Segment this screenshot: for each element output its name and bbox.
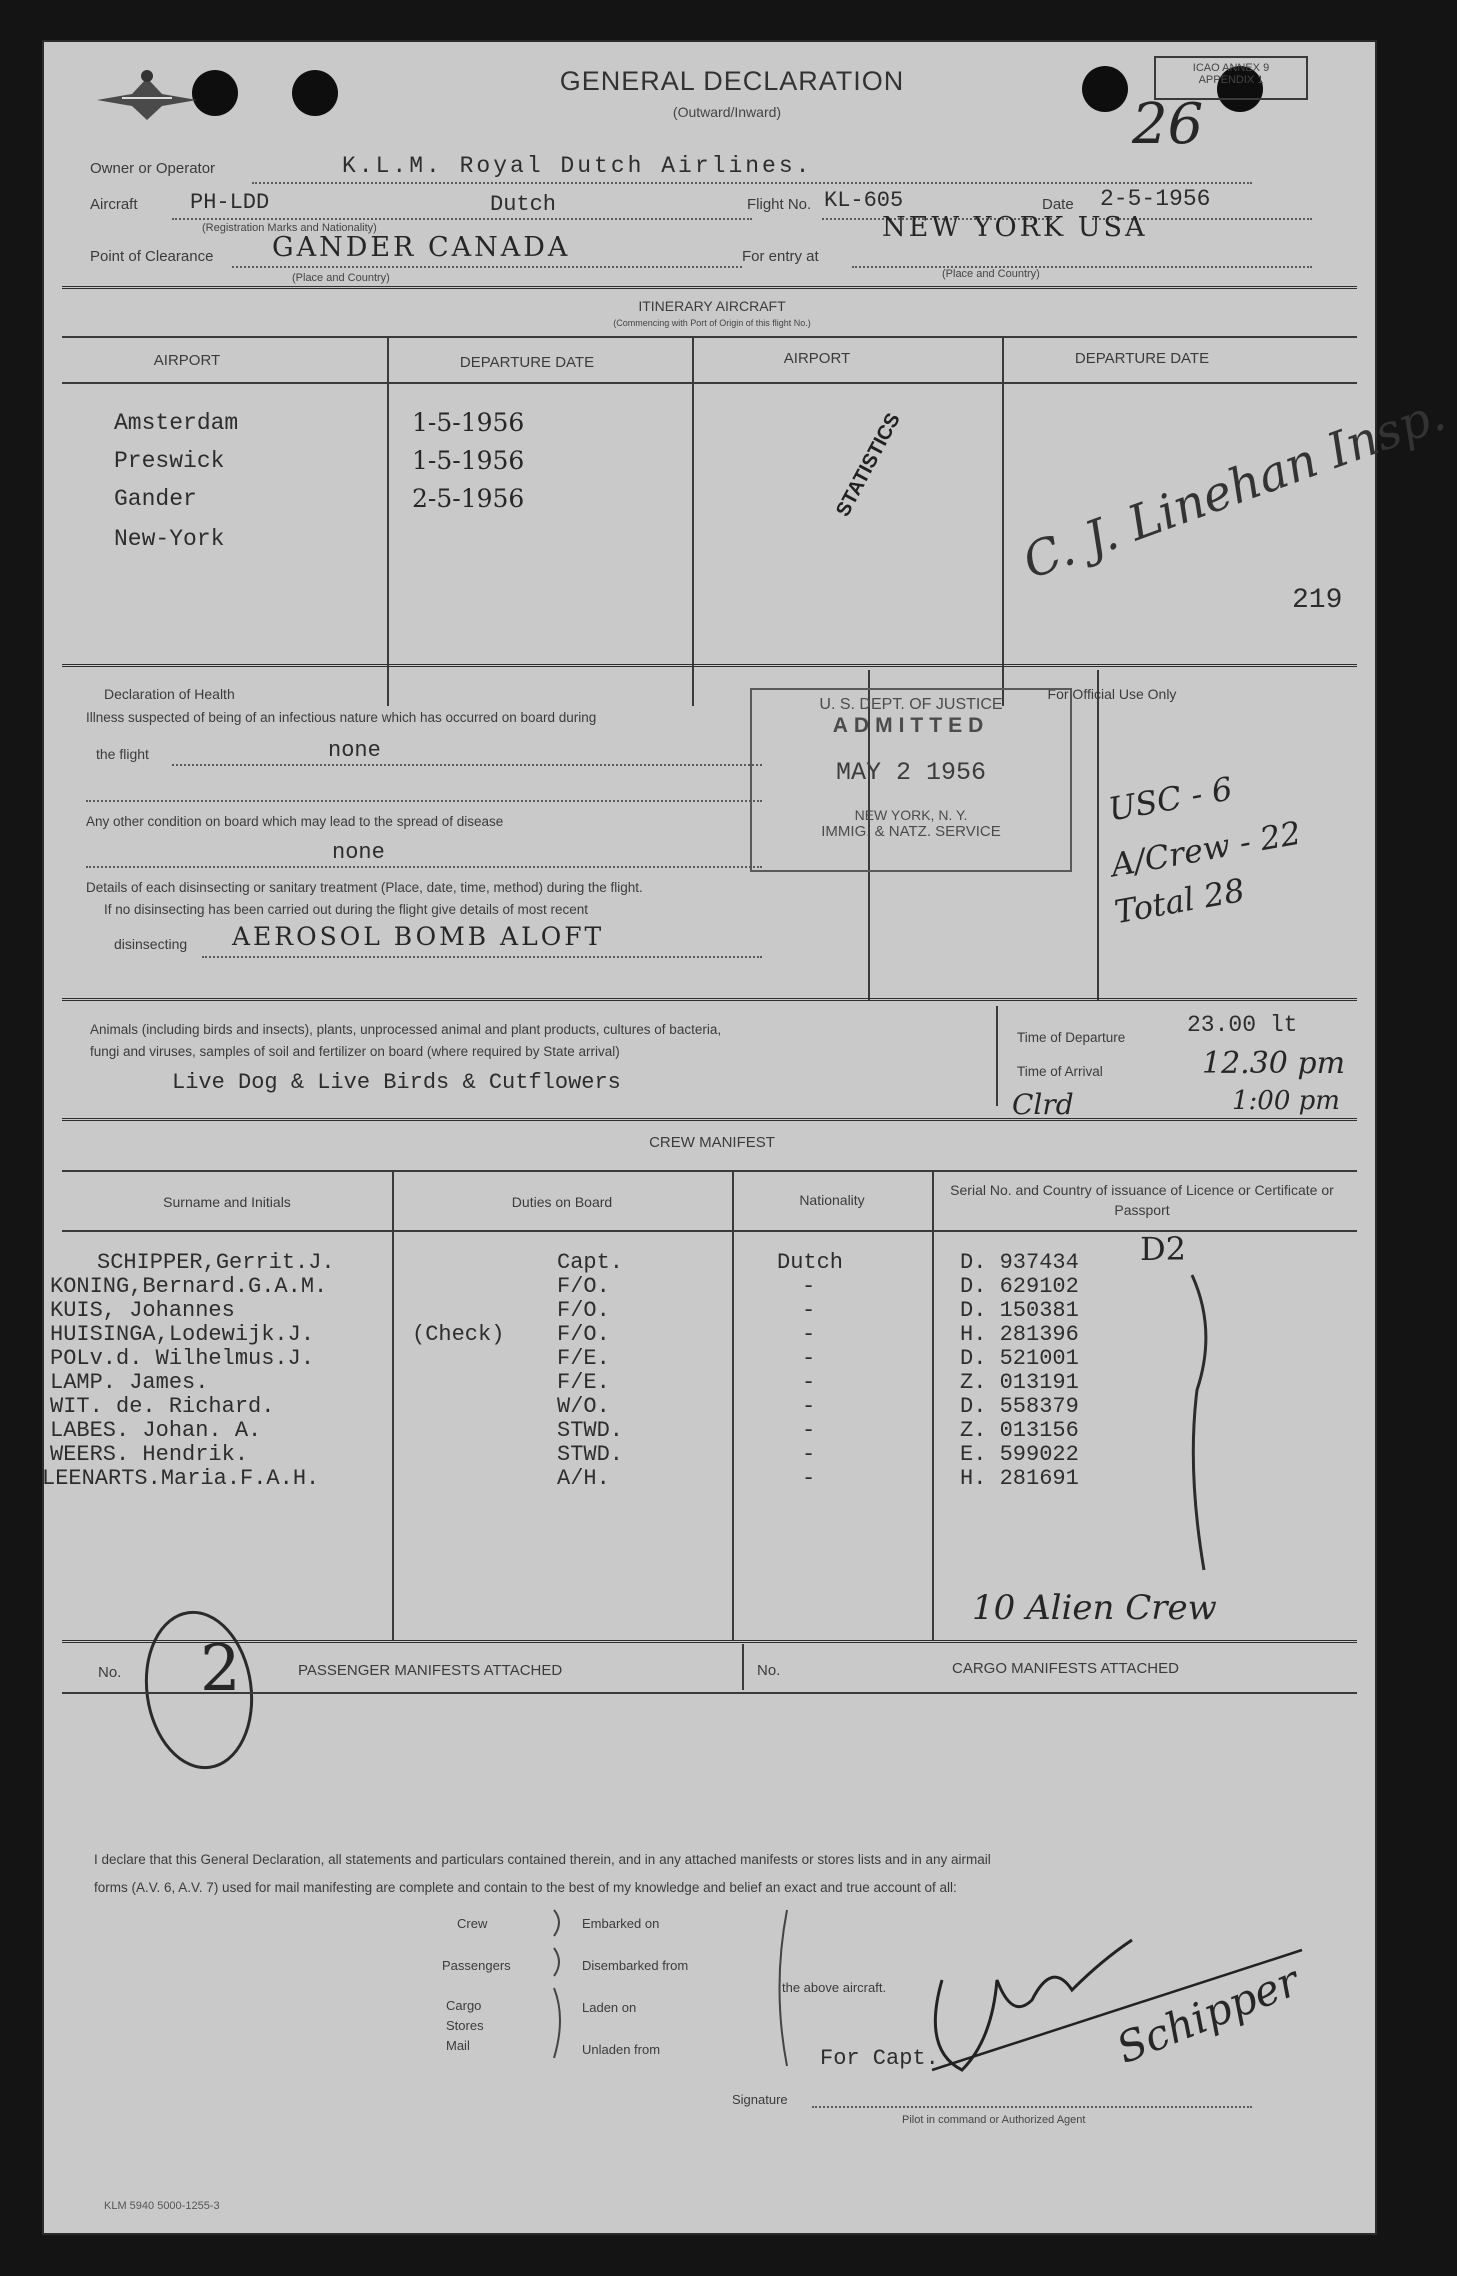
arrival-time-label: Time of Arrival xyxy=(1017,1064,1103,1079)
itinerary-airport: New-York xyxy=(114,526,225,552)
form-code: KLM 5940 5000-1255-3 xyxy=(104,2200,220,2212)
disinsect-value: AEROSOL BOMB ALOFT xyxy=(232,922,605,951)
cleared-time-value: 1:00 pm xyxy=(1232,1086,1340,1116)
crew-nationality: - xyxy=(802,1418,816,1443)
punch-hole xyxy=(292,70,338,116)
crew-name: KONING,Bernard.G.A.M. xyxy=(50,1274,328,1299)
animals-value: Live Dog & Live Birds & Cutflowers xyxy=(172,1070,621,1095)
other-line xyxy=(86,866,762,868)
registration-caption: (Registration Marks and Nationality) xyxy=(202,222,377,234)
crew-serial: D. 521001 xyxy=(960,1346,1079,1371)
crew-serial: D. 629102 xyxy=(960,1274,1079,1299)
rule xyxy=(62,382,1357,384)
crew-nationality: Dutch xyxy=(777,1250,844,1275)
crew-serial: H. 281396 xyxy=(960,1322,1079,1347)
crew-nationality: - xyxy=(802,1346,816,1371)
aircraft-label: Aircraft xyxy=(90,196,138,213)
admitted-stamp-service: IMMIG. & NATZ. SERVICE xyxy=(821,823,1001,840)
clearance-caption: (Place and Country) xyxy=(292,272,390,284)
clearance-line xyxy=(232,266,742,268)
crew-row xyxy=(42,1370,1377,1394)
icao-appendix: APPENDIX 1 xyxy=(1198,74,1264,86)
passenger-manifest-label: PASSENGER MANIFESTS ATTACHED xyxy=(298,1662,563,1679)
crew-row xyxy=(42,1466,1377,1490)
itinerary-title: ITINERARY AIRCRAFT xyxy=(638,298,786,314)
crew-serial: D. 937434 xyxy=(960,1250,1079,1275)
crew-duty: W/O. xyxy=(557,1394,610,1419)
crew-duty: A/H. xyxy=(557,1466,610,1491)
crew-duty: F/E. xyxy=(557,1370,610,1395)
crew-row xyxy=(42,1442,1377,1466)
itinerary-date: 2-5-1956 xyxy=(412,484,525,513)
date-value: 2-5-1956 xyxy=(1100,186,1211,212)
official-use-label: For Official Use Only xyxy=(1047,686,1177,702)
crew-serial: Z. 013191 xyxy=(960,1370,1079,1395)
aircraft-value: PH-LDD xyxy=(190,190,270,215)
signature-caption: Pilot in command or Authorized Agent xyxy=(902,2114,1086,2126)
nationality-value: Dutch xyxy=(490,192,557,217)
cargo-manifest-label: CARGO MANIFESTS ATTACHED xyxy=(952,1660,1179,1677)
crew-serial: D. 558379 xyxy=(960,1394,1079,1419)
rule xyxy=(62,286,1357,293)
crew-nationality: - xyxy=(802,1394,816,1419)
decl-item-stores: Stores xyxy=(446,2018,484,2033)
admitted-stamp-city: NEW YORK, N. Y. xyxy=(854,807,968,823)
arrival-time-value: 12.30 pm xyxy=(1202,1046,1346,1081)
declaration-text-1: I declare that this General Declaration, all statements and particulars contained therein, and in any attached manifests or stores lists and in any airmail xyxy=(94,1852,991,1867)
passenger-manifest-count: 2 xyxy=(200,1632,241,1706)
handwritten-sheet-number: 26 xyxy=(1132,92,1204,157)
col-divider xyxy=(996,1006,998,1106)
illness-value: none xyxy=(328,738,381,763)
crew-name: HUISINGA,Lodewijk.J. xyxy=(50,1322,315,1347)
declaration-form xyxy=(42,40,1453,2235)
rule xyxy=(62,1170,1357,1172)
date-label: Date xyxy=(1042,196,1074,213)
crew-duty: F/O. xyxy=(557,1322,610,1347)
admitted-stamp-date: MAY 2 1956 xyxy=(835,758,987,787)
decl-item-disembarked: Disembarked from xyxy=(582,1958,689,1973)
manifest-no-label: No. xyxy=(98,1664,122,1681)
signature-line xyxy=(812,2106,1252,2108)
col-surname: Surname and Initials xyxy=(163,1194,291,1210)
crew-row xyxy=(42,1346,1377,1370)
col-airport-1: AIRPORT xyxy=(153,352,221,369)
declaration-text-2: forms (A.V. 6, A.V. 7) used for mail manifesting are complete and contain to the best of my knowledge and belief an exact and true account of all: xyxy=(94,1880,957,1895)
signature-label: Signature xyxy=(732,2092,788,2107)
crew-serial: H. 281691 xyxy=(960,1466,1079,1491)
rule xyxy=(62,1692,1357,1694)
crew-row xyxy=(42,1394,1377,1418)
crew-serial: Z. 013156 xyxy=(960,1418,1079,1443)
statistics-stamp: STATISTICS xyxy=(832,409,905,521)
itinerary-airport: Gander xyxy=(114,486,197,512)
klm-crown-logo-icon xyxy=(92,68,202,128)
health-heading: Declaration of Health xyxy=(104,686,235,702)
col-departure-2: DEPARTURE DATE xyxy=(1074,350,1210,367)
illness-text: Illness suspected of being of an infectious nature which has occurred on board during xyxy=(86,710,597,725)
animals-text-2: fungi and viruses, samples of soil and fertilizer on board (where required by State arrival) xyxy=(90,1044,620,1059)
crew-duty: STWD. xyxy=(557,1418,624,1443)
page-number: 219 xyxy=(1292,585,1343,616)
inspector-signature: C. J. Linehan Insp. xyxy=(1015,385,1453,591)
col-serial: Serial No. and Country of issuance of Licence or Certificate or Passport xyxy=(950,1182,1334,1218)
crew-name: LAMP. James. xyxy=(50,1370,209,1395)
d2-note: D2 xyxy=(1140,1230,1187,1268)
decl-item-passengers: Passengers xyxy=(442,1958,511,1973)
braces-icon xyxy=(542,1908,802,2068)
owner-value: K.L.M. Royal Dutch Airlines. xyxy=(342,153,813,179)
owner-line xyxy=(252,182,1252,184)
admitted-stamp xyxy=(750,688,1072,872)
crew-duty: STWD. xyxy=(557,1442,624,1467)
crew-nationality: - xyxy=(802,1370,816,1395)
col-duties: Duties on Board xyxy=(511,1194,613,1210)
entry-line xyxy=(852,266,1312,268)
rule xyxy=(62,1118,1357,1125)
crew-name: WIT. de. Richard. xyxy=(50,1394,275,1419)
for-capt-text: For Capt. xyxy=(820,2046,939,2071)
official-note: USC - 6 xyxy=(1105,769,1236,829)
aircraft-line xyxy=(172,218,752,220)
crew-name: LEENARTS.Maria.F.A.H. xyxy=(42,1466,320,1491)
crew-row xyxy=(42,1418,1377,1442)
cleared-label: Clrd xyxy=(1012,1088,1074,1121)
col-divider xyxy=(742,1644,744,1690)
col-divider xyxy=(692,336,694,706)
crew-nationality: - xyxy=(802,1274,816,1299)
crew-nationality: - xyxy=(802,1298,816,1323)
decl-item-mail: Mail xyxy=(446,2038,470,2053)
owner-label: Owner or Operator xyxy=(90,160,216,177)
clearance-value: GANDER CANADA xyxy=(272,232,571,263)
decl-item-crew: Crew xyxy=(457,1916,488,1931)
decl-item-embarked: Embarked on xyxy=(582,1916,660,1931)
itinerary-date: 1-5-1956 xyxy=(412,446,525,475)
departure-time-value: 23.00 lt xyxy=(1187,1012,1298,1038)
alien-crew-note: 10 Alien Crew xyxy=(972,1588,1217,1628)
cargo-no-label: No. xyxy=(757,1662,781,1679)
crew-serial: D. 150381 xyxy=(960,1298,1079,1323)
itinerary-caption: (Commencing with Port of Origin of this flight No.) xyxy=(613,318,811,328)
decl-item-unladen: Unladen from xyxy=(582,2042,661,2057)
crew-name: SCHIPPER,Gerrit.J. xyxy=(97,1250,335,1275)
flight-label: Flight No. xyxy=(747,196,812,213)
icao-annex: ICAO ANNEX 9 xyxy=(1192,62,1270,74)
disinsect-label: disinsecting xyxy=(114,936,188,952)
entry-label: For entry at xyxy=(742,248,819,265)
entry-caption: (Place and Country) xyxy=(942,268,1040,280)
col-divider xyxy=(1002,336,1004,706)
other-condition-text: Any other condition on board which may lead to the spread of disease xyxy=(86,814,504,829)
crew-duty: F/O. xyxy=(557,1298,610,1323)
entry-value: NEW YORK USA xyxy=(882,212,1148,243)
disinsect-text-1: Details of each disinsecting or sanitary treatment (Place, date, time, method) during the flight. xyxy=(86,880,643,895)
crew-duty: F/E. xyxy=(557,1346,610,1371)
crew-row xyxy=(42,1274,1377,1298)
rule xyxy=(62,998,1357,1005)
punch-hole xyxy=(1082,66,1128,112)
official-note: Total 28 xyxy=(1111,870,1248,932)
decl-item-cargo: Cargo xyxy=(446,1998,482,2013)
crew-duty: F/O. xyxy=(557,1274,610,1299)
other-condition-value: none xyxy=(332,840,385,865)
animals-text-1: Animals (including birds and insects), plants, unprocessed animal and plant products, cultures of bacteria, xyxy=(90,1022,722,1037)
illness-line xyxy=(172,764,762,766)
crew-manifest-title: CREW MANIFEST xyxy=(649,1134,775,1151)
crew-nationality: - xyxy=(802,1466,816,1491)
col-divider xyxy=(387,336,389,706)
crew-nationality: - xyxy=(802,1322,816,1347)
crew-name: POLv.d. Wilhelmus.J. xyxy=(50,1346,315,1371)
above-aircraft-text: the above aircraft. xyxy=(782,1980,887,1995)
admitted-stamp-status: ADMITTED xyxy=(832,714,990,737)
crew-duty: Capt. xyxy=(557,1250,624,1275)
official-note: A/Crew - 22 xyxy=(1108,813,1304,885)
crew-row xyxy=(42,1322,1377,1346)
crew-name: WEERS. Hendrik. xyxy=(50,1442,249,1467)
col-airport-2: AIRPORT xyxy=(783,350,851,367)
crew-serial: E. 599022 xyxy=(960,1442,1079,1467)
rule xyxy=(62,664,1357,671)
clearance-label: Point of Clearance xyxy=(90,248,214,265)
crew-name: KUIS, Johannes xyxy=(50,1298,235,1323)
form-subtitle: (Outward/Inward) xyxy=(672,104,782,120)
departure-time-label: Time of Departure xyxy=(1017,1030,1126,1045)
itinerary-airport: Preswick xyxy=(114,448,225,474)
col-nationality: Nationality xyxy=(799,1192,865,1208)
rule xyxy=(62,336,1357,338)
crew-nationality: - xyxy=(802,1442,816,1467)
captain-signature-name: Schipper xyxy=(1109,1955,1306,2074)
flight-value: KL-605 xyxy=(824,188,904,213)
itinerary-date: 1-5-1956 xyxy=(412,408,525,437)
col-departure-1: DEPARTURE DATE xyxy=(459,354,595,371)
col-divider xyxy=(1097,670,1099,1000)
form-title: GENERAL DECLARATION xyxy=(559,66,905,96)
disinsect-line xyxy=(202,956,762,958)
crew-row xyxy=(42,1298,1377,1322)
blank-line xyxy=(86,800,762,802)
bracket-mark xyxy=(1182,1270,1222,1590)
disinsect-text-2: If no disinsecting has been carried out during the flight give details of most recent xyxy=(104,902,589,917)
decl-item-laden: Laden on xyxy=(582,2000,637,2015)
admitted-stamp-agency: U. S. DEPT. OF JUSTICE xyxy=(819,696,1003,713)
crew-name: LABES. Johan. A. xyxy=(50,1418,262,1443)
itinerary-airport: Amsterdam xyxy=(114,410,239,436)
crew-check-note: (Check) xyxy=(412,1322,505,1347)
flight-text: the flight xyxy=(96,746,149,762)
